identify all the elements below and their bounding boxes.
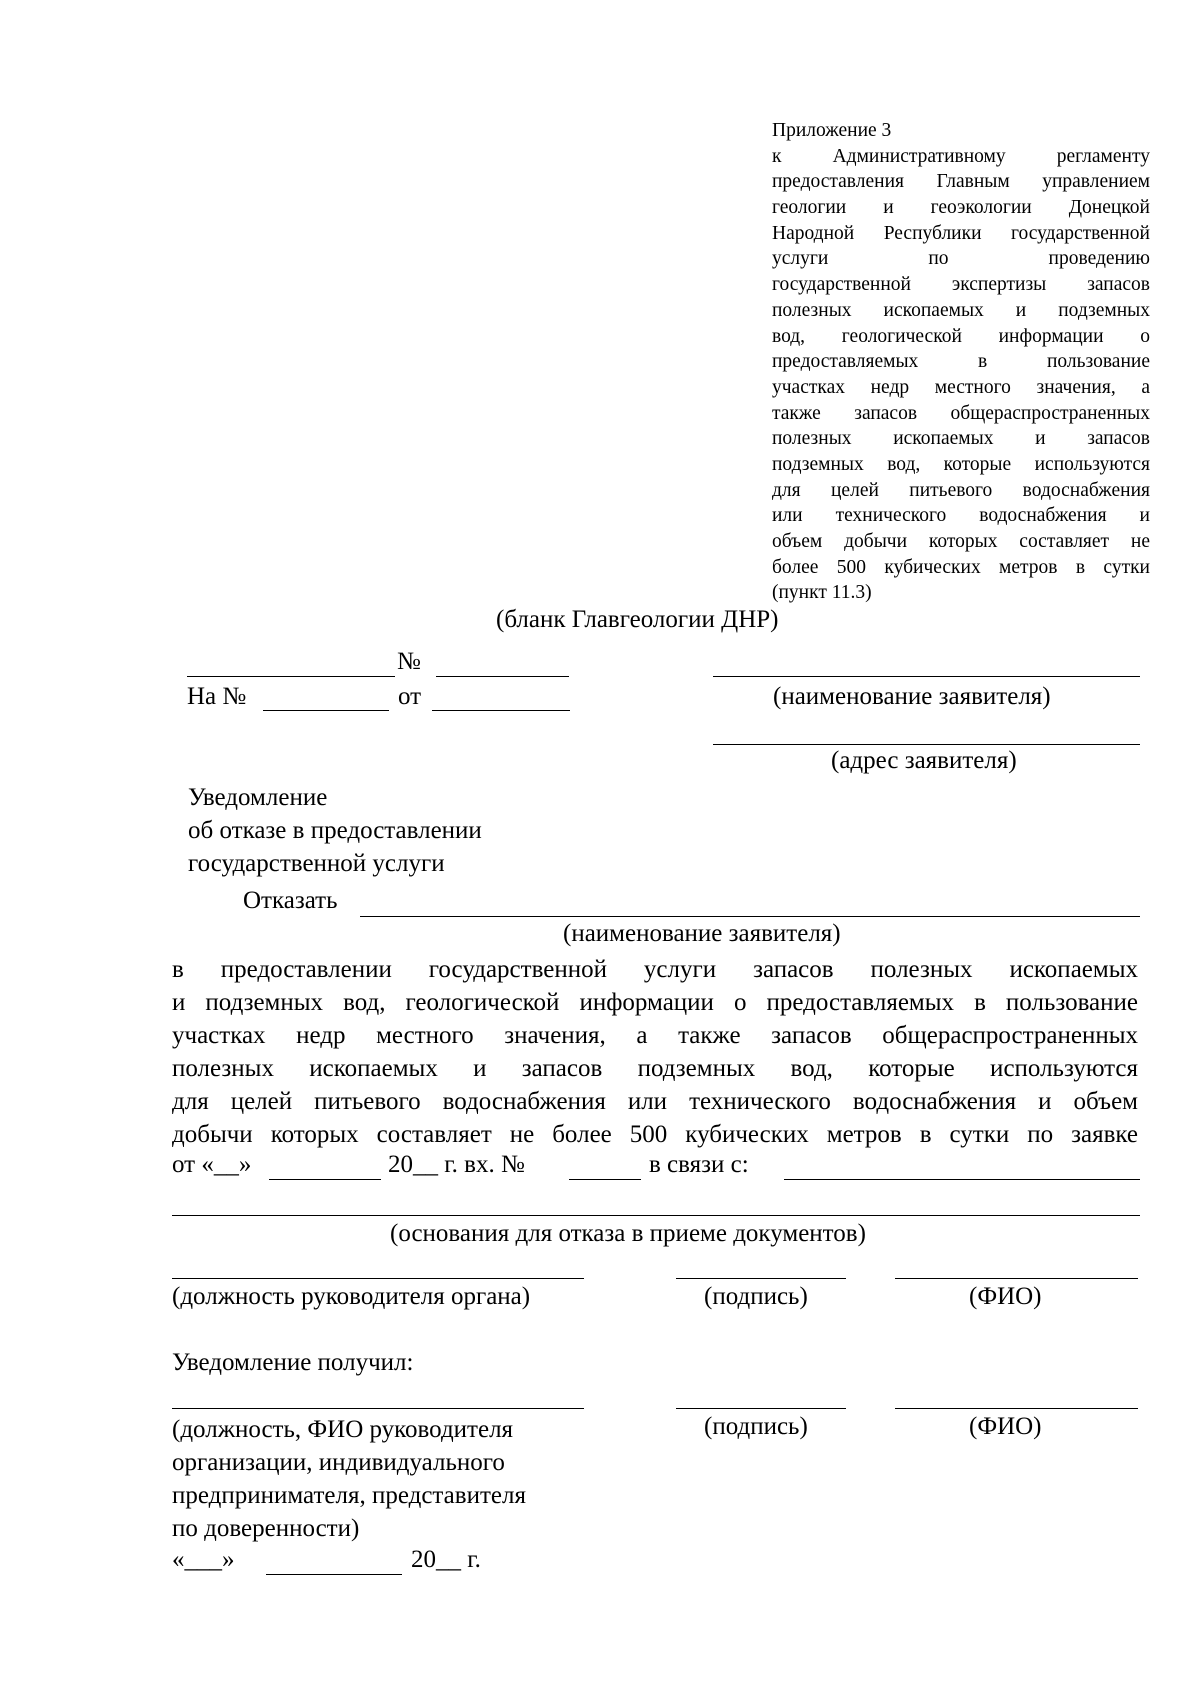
- reason-caption: (основания для отказа в приеме документов): [390, 1220, 866, 1247]
- reason-line-1: [784, 1179, 1140, 1180]
- number-sign: №: [397, 648, 421, 675]
- appendix-line: (пункт 11.3): [772, 582, 872, 604]
- recipient-name-line: [895, 1408, 1138, 1409]
- blank-label: (бланк Главгеологии ДНР): [496, 606, 779, 633]
- recipient-signature-caption: (подпись): [704, 1413, 808, 1440]
- appendix-line: подземных вод, которые используются: [772, 453, 1150, 475]
- body-line: участках недр местного значения, а также запасов общераспространенных: [172, 1022, 1138, 1049]
- application-date-line: [269, 1179, 381, 1180]
- body-line: добычи которых составляет не более 500 кубических метров в сутки по заявке: [172, 1121, 1138, 1148]
- applicant-name-caption: (наименование заявителя): [773, 683, 1051, 710]
- outgoing-date-line: [187, 676, 395, 677]
- signature-caption: (подпись): [704, 1283, 808, 1310]
- recipient-position-line: [172, 1408, 584, 1409]
- recipient-signature-line: [676, 1408, 846, 1409]
- application-year-label: 20__ г. вх. №: [388, 1151, 525, 1178]
- recipient-position-caption: [172, 1413, 526, 1545]
- ref-from-label: от: [398, 683, 422, 710]
- appendix-line: геологии и геоэкологии Донецкой: [772, 197, 1150, 219]
- body-line: для целей питьевого водоснабжения или технического водоснабжения и объем: [172, 1088, 1138, 1115]
- notice-title-line: об отказе в предоставлении: [188, 817, 482, 844]
- appendix-line: услуги по проведению: [772, 248, 1150, 270]
- final-date-year: 20__ г.: [411, 1546, 481, 1573]
- refuse-label: Отказать: [243, 887, 338, 914]
- refuse-caption: (наименование заявителя): [563, 920, 841, 947]
- appendix-line: полезных ископаемых и запасов: [772, 428, 1150, 450]
- appendix-line: или технического водоснабжения и: [772, 505, 1150, 527]
- recipient-position-caption-line: (должность, ФИО руководителя: [172, 1416, 514, 1443]
- appendix-line: объем добычи которых составляет не: [772, 531, 1150, 552]
- recipient-position-caption-line: по доверенности): [172, 1515, 360, 1542]
- reason-line-2: [172, 1215, 1140, 1216]
- received-label: Уведомление получил:: [172, 1349, 414, 1376]
- ref-number-label: На №: [187, 683, 247, 710]
- appendix-line: предоставляемых в пользование: [772, 351, 1150, 373]
- appendix-line: Народной Республики государственной: [772, 222, 1150, 244]
- name-line: [895, 1278, 1138, 1279]
- appendix-line: более 500 кубических метров в сутки: [772, 556, 1150, 578]
- ref-date-line: [432, 710, 570, 711]
- appendix-line: полезных ископаемых и подземных: [772, 299, 1150, 321]
- outgoing-number-line: [436, 676, 569, 677]
- final-date-month-line: [266, 1574, 402, 1575]
- appendix-line: участках недр местного значения, а: [772, 376, 1150, 398]
- applicant-address-caption: (адрес заявителя): [831, 747, 1017, 774]
- appendix-line: государственной экспертизы запасов: [772, 274, 1150, 296]
- application-date-label: от «__»: [172, 1151, 252, 1178]
- recipient-position-caption-line: предпринимателя, представителя: [172, 1482, 526, 1509]
- appendix-header: [772, 118, 1150, 606]
- refuse-applicant-line: [360, 916, 1140, 917]
- final-date-day: «___»: [172, 1546, 235, 1573]
- name-caption: (ФИО): [969, 1283, 1042, 1310]
- appendix-line: для целей питьевого водоснабжения: [772, 479, 1150, 501]
- ref-number-line: [263, 710, 389, 711]
- position-line: [172, 1278, 584, 1279]
- body-line: и подземных вод, геологической информации о предоставляемых в пользование: [172, 989, 1138, 1016]
- appendix-line: Приложение 3: [772, 120, 892, 141]
- notice-title-line: Уведомление: [188, 784, 328, 811]
- incoming-number-line: [569, 1179, 641, 1180]
- recipient-name-caption: (ФИО): [969, 1413, 1042, 1440]
- applicant-name-line: [713, 676, 1140, 677]
- body-line: полезных ископаемых и запасов подземных вод, которые используются: [172, 1055, 1138, 1082]
- signature-line: [676, 1278, 846, 1279]
- appendix-line: вод, геологической информации о: [772, 325, 1150, 347]
- due-to-label: в связи с:: [649, 1151, 749, 1178]
- position-caption: (должность руководителя органа): [172, 1283, 531, 1310]
- notice-title: [188, 781, 482, 880]
- appendix-line: также запасов общераспространенных: [772, 402, 1150, 424]
- recipient-position-caption-line: организации, индивидуального: [172, 1449, 505, 1476]
- body-line: в предоставлении государственной услуги запасов полезных ископаемых: [172, 956, 1138, 983]
- appendix-line: к Административному регламенту: [772, 145, 1150, 167]
- applicant-address-line: [713, 744, 1140, 745]
- notice-title-line: государственной услуги: [188, 850, 445, 877]
- appendix-line: предоставления Главным управлением: [772, 171, 1150, 193]
